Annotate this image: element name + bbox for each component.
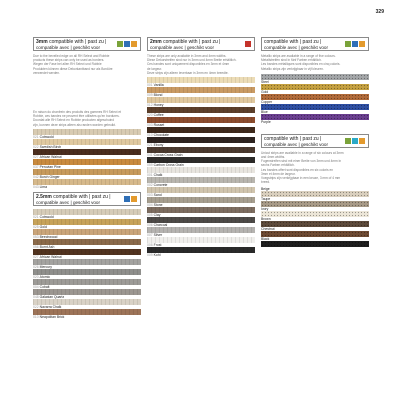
strip-name: Stone [153,203,163,208]
strip-name: Taupe [261,197,271,202]
compatibility-icons [345,138,365,144]
strip-name: Beige [261,187,270,192]
strip-name: Neapolitan Brick [39,314,65,319]
strip-name: Vanilla [153,83,164,88]
strip-name: Galaxian Quartz [39,294,65,299]
strip-name: Peruvian Pine [39,164,61,169]
strip-name: Navarra Chalk [39,304,62,309]
strip-swatch-item [33,309,141,319]
strip-name: Chocolate [153,133,169,138]
strip-name: Russet [153,123,165,128]
strip-list-3mm [33,129,141,189]
strip-swatch-item [33,279,141,289]
note-line [33,91,141,94]
compatibility-icons [124,196,137,202]
strip-swatch-item [33,149,141,159]
strip-swatch-item [33,139,141,149]
header-line1: compatible with | past zu | [264,39,322,45]
compatibility-icons [245,41,251,47]
notes-2mm [147,54,255,75]
strip-swatch-item [33,219,141,229]
header-line2: compatible avec | geschikt voor [36,45,101,50]
strip-swatch-item [147,117,255,127]
strip-code: 041 [147,153,153,158]
strip-code: 005 [147,213,153,218]
strip-swatch-item [261,84,369,94]
note-line: 3mm et 4mm de largeur. [261,171,296,176]
strip-name: Cobalt [39,284,50,289]
strip-swatch-item [261,207,369,217]
strip-swatch-item [33,269,141,279]
strip-code: 048 [33,294,39,299]
strip-code: 026 [33,264,39,269]
strip-code: 006 [147,223,153,228]
note-line: and 4mm widths. [261,155,286,160]
strip-code: 003 [147,193,153,198]
strip-sample [261,241,369,247]
strip-code: 008 [147,243,153,248]
note-line: Les bandes métalliques sont disponibles en cinq coloris. [261,62,341,67]
orange-square-icon [131,196,137,202]
strip-code: 021 [33,134,39,139]
notes-3mm [33,54,141,127]
strip-code: 001 [147,83,153,88]
note-line: Doordat alle RH Select en Robbie producten afgeschuind [33,118,114,123]
note-line: Ces bandes sont uniquement disponibles en 3mm et 4mm [147,62,230,67]
strip-code: 027 [33,254,39,259]
blue-square-icon [124,196,130,202]
note-line: de largeur. [147,66,163,71]
header-line2: compatible avec | geschikt voor [264,141,329,147]
note-line: These strips are only available in 3mm and 4mm widths. [147,54,227,58]
note-line: Metallic strips are available in a range of five colours. [261,54,336,58]
strip-name: Lima [39,184,48,189]
strip-name: Kohl [153,253,161,258]
strip-name: Cotswold [39,134,54,139]
strip-swatch-item [147,197,255,207]
strip-name: Sand [153,193,162,198]
strip-swatch-item [33,179,141,189]
strip-code: 043 [33,184,39,189]
strip-name: African Walnut [39,154,62,159]
strip-name: Concrete [153,183,168,188]
strip-code: 021 [147,143,153,148]
orange-square-icon [359,138,365,144]
orange-square-icon [359,41,365,47]
header-metallic [261,37,369,51]
size-label: 3mm [36,39,48,45]
strip-list-unicut [261,187,369,247]
strip-swatch-item [33,289,141,299]
strip-name: Blond [153,93,163,98]
strip-code: 012 [147,103,153,108]
strip-swatch-item [147,137,255,147]
strip-swatch-item [147,227,255,237]
strip-code: 021 [33,214,39,219]
header-2-5mm [33,192,141,206]
strip-swatch-item [33,209,141,219]
strip-swatch-item [147,247,255,257]
header-line2: compatible avec | geschikt voor [36,199,101,205]
green-square-icon [345,138,351,144]
note-line: Diese Dekorstreifen sind nur in 3mm und 4mm Breite erhältlich. [147,58,237,63]
strip-swatch-item [147,77,255,87]
strip-swatch-item [261,197,369,207]
strip-name: Burnt Ash [39,244,55,249]
strip-swatch-item [147,107,255,117]
strip-swatch-item [33,169,141,179]
strip-code: 002 [147,183,153,188]
blue-square-icon [124,41,130,47]
strip-swatch-item [147,97,255,107]
strip-code: 053 [33,234,39,239]
note-line: En raison du chanfrein des produits des gammes RH Select et [33,110,122,115]
strip-code: 059 [147,163,153,168]
note-line: Deze strips zijn alleen leverbaar in 3mm en 4mm breedte. [147,70,229,75]
header-unicut [261,134,369,148]
strip-swatch-item [147,87,255,97]
size-label: 2.5mm [36,193,52,200]
strip-name: Chestnut [261,227,275,232]
note-line: Due to the bevelled edge on all RH Select and Robbie [33,54,110,58]
strip-name: Copper [261,99,273,104]
header-line2: compatible avec | geschikt voor [150,45,215,50]
strip-name: Burch Ginger [39,174,60,179]
header-line1: compatible with | past zu | [264,135,322,142]
strip-code: 037 [33,164,39,169]
strip-swatch-item [261,74,369,84]
strip-name: Gold [39,224,47,229]
strip-swatch-item [261,94,369,104]
strip-swatch-item [33,299,141,309]
strip-name: Clay [153,213,161,218]
strip-swatch-item [147,177,255,187]
note-line: Unicut strips are available in a range of six colours at 3mm [261,150,344,155]
strip-swatch-item [147,147,255,157]
strip-code: 001 [147,173,153,178]
strip-name: Blue [261,109,268,114]
strip-code: 004 [33,284,39,289]
note-line: Robbie, ces bandes ne peuvent être utilisées qu'en bordures. [33,114,120,119]
note-line: Voegstrips zijn verkrijgbaar in een keuze, 3 mm of 4 mm [261,176,341,181]
strip-name: Ivory [261,207,269,212]
orange-square-icon [131,41,137,47]
strip-name: Cocoa Cross Grain [153,153,183,158]
strip-name: Swedish Birch [39,144,62,149]
notes-metallic [261,54,369,71]
strip-swatch-item [147,157,255,167]
strip-name: Carbon Cross Grain [153,163,184,168]
column-2mm [147,37,255,257]
strip-name: Chalk [153,173,163,178]
strip-code: 003 [147,123,153,128]
strip-swatch-item [261,187,369,197]
strip-swatch-item [33,259,141,269]
strip-swatch-item [147,217,255,227]
header-line1: compatible with | past zu | [51,193,111,200]
note-line: breed. [261,180,271,185]
strip-name: Brown [261,217,271,222]
strip-swatch-item [33,159,141,169]
strip-name: Ebony [153,143,164,148]
note-line: Fugenstreifen sind mit einer Breite von 3mm und 4mm in [261,159,342,164]
header-3mm [33,37,141,51]
strip-code: 042 [33,174,39,179]
red-square-icon [245,41,251,47]
note-line: sechs Farben erhältlich. [261,163,295,168]
notes-unicut [261,151,369,185]
note-line: verwendet werden. [33,70,60,75]
strip-code: 007 [147,233,153,238]
page-number: 329 [375,9,384,15]
strip-code: 022 [33,144,39,149]
cyan-square-icon [352,138,358,144]
strip-swatch-item [261,217,369,227]
note-line: Produkten können diese Dekorkantband nur als Bordüre [33,66,113,71]
strip-name: Silver [153,233,163,238]
strip-name: Steel [261,79,269,84]
strip-swatch-item [33,229,141,239]
note-line: products these strips can only be used as borders. [33,58,105,63]
compatibility-icons [345,41,365,47]
blue-square-icon [352,41,358,47]
strip-swatch-item [147,167,255,177]
strip-swatch-item [33,249,141,259]
note-line: Metallstreifen sind in fünf Farben erhältlich. [261,58,322,63]
strip-code: 020 [33,274,39,279]
note-line: Metallic strips zijn verkrijgbaar in vijf kleuren. [261,66,324,71]
green-square-icon [117,41,123,47]
header-line1: compatible with | past zu | [161,39,221,45]
strip-name: Mercury [39,264,52,269]
size-label: 2mm [150,39,162,45]
strip-swatch-item [147,207,255,217]
green-square-icon [345,41,351,47]
strip-swatch-item [33,239,141,249]
strip-code: 022 [33,304,39,309]
strip-code: 027 [33,154,39,159]
strip-swatch-item [147,127,255,137]
strip-list-metallic [261,74,369,124]
strip-name: Honey [153,103,164,108]
strip-code: 010 [33,314,39,319]
strip-code: 004 [147,203,153,208]
header-line1: compatible with | past zu | [47,39,107,45]
strip-swatch-item [261,104,369,114]
strip-list-2-5mm [33,209,141,319]
strip-name: Charcoal [153,223,168,228]
column-3mm [33,37,141,319]
strip-name: Black [261,237,270,242]
strip-swatch-item [147,187,255,197]
note-line: Wegen der Fase bei allen RH Select und Robbie [33,62,102,67]
strip-code: 009 [147,253,153,258]
header-2mm [147,37,255,51]
strip-code: 025 [33,224,39,229]
strip-swatch-item [147,237,255,247]
strip-name: Gold [261,89,269,94]
strip-name: Beechwood [39,234,58,239]
strip-name: Purple [261,119,271,124]
strip-swatch-item [261,227,369,237]
strip-name: Coffee [153,113,164,118]
strip-name: Cotswold [39,214,54,219]
strip-name: Frost [153,243,162,248]
strip-code: 056 [33,244,39,249]
strip-swatch-item [261,114,369,124]
header-line2: compatible avec | geschikt voor [264,45,329,50]
column-metallic [261,37,369,247]
strip-list-2mm [147,77,255,257]
strip-name: African Walnut [39,254,62,259]
strip-code: 020 [147,113,153,118]
strip-swatch-item [33,129,141,139]
note-line: zijn, kunnen deze strips alleen als randen worden gebruikt. [33,122,116,127]
strip-swatch-item [261,237,369,247]
strip-code: 010 [147,133,153,138]
compatibility-icons [117,41,137,47]
note-line: Les bandes offert sont disponibles en six coloris en [261,167,334,172]
strip-code: 009 [147,93,153,98]
strip-name: Atomic [39,274,51,279]
